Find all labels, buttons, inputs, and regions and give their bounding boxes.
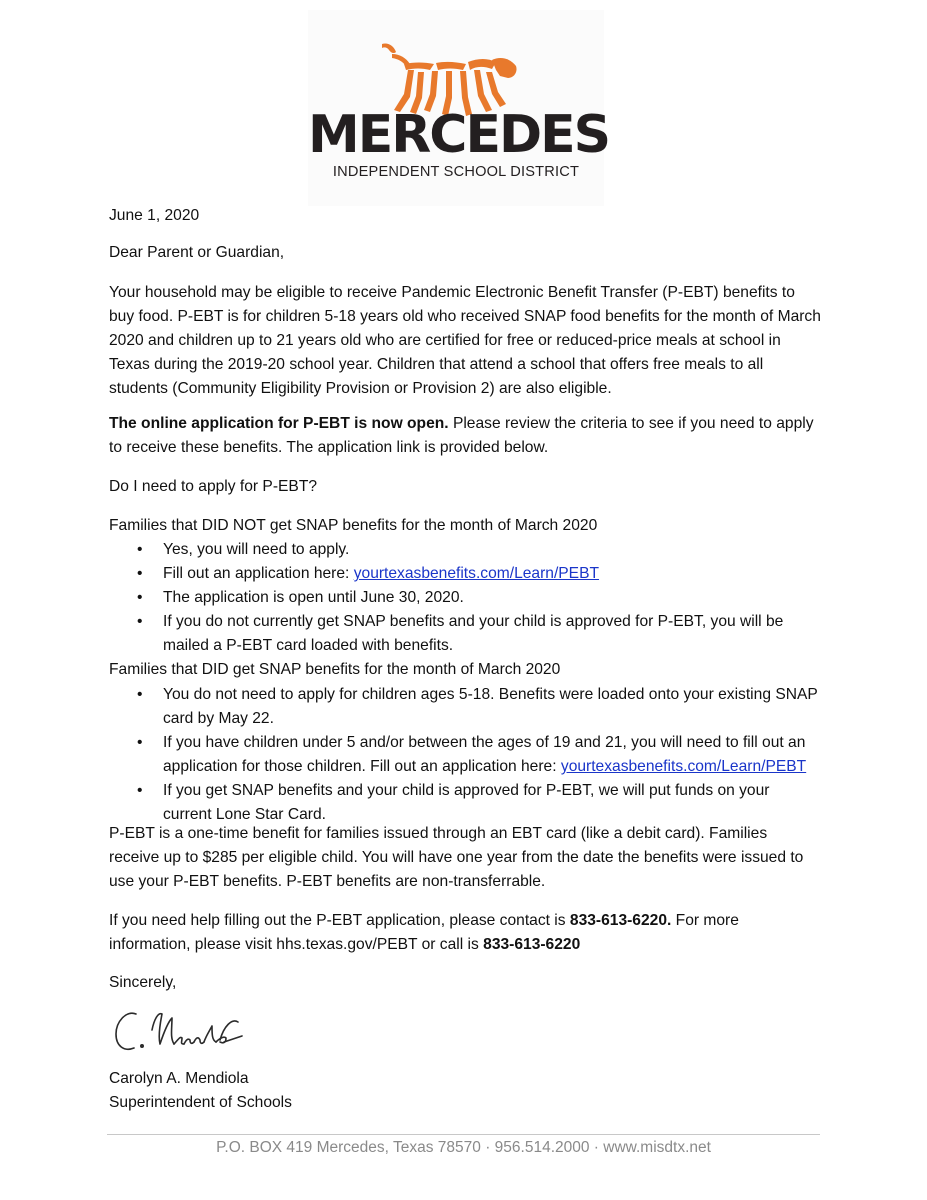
pebt-application-link[interactable]: yourtexasbenefits.com/Learn/PEBT bbox=[353, 565, 600, 582]
help-phone-2: 833-613-6220 bbox=[483, 936, 581, 953]
application-open-bold: The online application for P-EBT is now open. bbox=[109, 415, 449, 432]
pebt-application-link[interactable]: yourtexasbenefits.com/Learn/PEBT bbox=[560, 758, 807, 775]
district-name: MERCEDES bbox=[308, 105, 610, 165]
list-item: • You do not need to apply for children ages 5-18. Benefits were loaded onto your existing SNAP card by May 22. bbox=[137, 686, 818, 727]
benefit-info-paragraph: P-EBT is a one-time benefit for families issued through an EBT card (like a debit card). Families receive up to $285 per eligible child. You will have one year from the date the benefits were issued to use your P-EBT benefits. P-EBT benefits are non-transferrable. bbox=[109, 825, 804, 890]
intro-paragraph: Your household may be eligible to receive Pandemic Electronic Benefit Transfer (P-EBT) benefits to buy food. P-EBT is for children 5-18 years old who received SNAP food benefits for the month of March 2020 and children up to 21 years old who are certified for free or reduced-price meals at school in Texas during the 2019-20 school year. Children that attend a school that offers free meals to all students (Community Eligibility Provision or Provision 2) are also eligible. bbox=[109, 284, 821, 397]
list-item: • If you get SNAP benefits and your child is approved for P-EBT, we will put funds on your current Lone Star Card. bbox=[137, 782, 770, 823]
list-item: • Fill out an application here: yourtexasbenefits.com/Learn/PEBT bbox=[137, 565, 600, 582]
application-open-paragraph bbox=[109, 412, 821, 460]
footer-address: P.O. BOX 419 Mercedes, Texas 78570 · 956.514.2000 · www.misdtx.net bbox=[216, 1139, 711, 1156]
group2-heading: Families that DID get SNAP benefits for the month of March 2020 bbox=[109, 661, 561, 678]
group1-list bbox=[109, 538, 819, 658]
district-subtitle: INDEPENDENT SCHOOL DISTRICT bbox=[332, 164, 580, 180]
handwritten-signature bbox=[108, 1000, 278, 1070]
closing: Sincerely, bbox=[109, 974, 177, 991]
signer-name: Carolyn A. Mendiola bbox=[109, 1070, 249, 1087]
list-item: • If you have children under 5 and/or between the ages of 19 and 21, you will need to fill out an application for those children. Fill out an application here: yourtexasbenefits.com/Learn/PEBT bbox=[137, 734, 807, 775]
footer-divider bbox=[107, 1134, 820, 1135]
salutation: Dear Parent or Guardian, bbox=[109, 244, 285, 261]
list-item: • Yes, you will need to apply. bbox=[137, 541, 350, 558]
apply-question: Do I need to apply for P-EBT? bbox=[109, 478, 318, 495]
application-open-rest: Please review the criteria to see if you need to apply to receive these benefits. The application link is provided below. bbox=[109, 415, 814, 456]
list-item: • If you do not currently get SNAP benefits and your child is approved for P-EBT, you will be mailed a P-EBT card loaded with benefits. bbox=[137, 613, 784, 654]
district-logo bbox=[308, 10, 610, 206]
signer-title: Superintendent of Schools bbox=[109, 1094, 292, 1111]
group2-list bbox=[109, 683, 819, 827]
help-paragraph: If you need help filling out the P-EBT application, please contact is 833-613-6220. For more information, please visit hhs.texas.gov/PEBT or call is 833-613-6220 bbox=[109, 912, 739, 953]
list-item: • The application is open until June 30, 2020. bbox=[137, 589, 464, 606]
help-phone: 833-613-6220. bbox=[569, 912, 672, 929]
group1-heading: Families that DID NOT get SNAP benefits for the month of March 2020 bbox=[109, 517, 598, 534]
letter-date: June 1, 2020 bbox=[109, 207, 200, 224]
